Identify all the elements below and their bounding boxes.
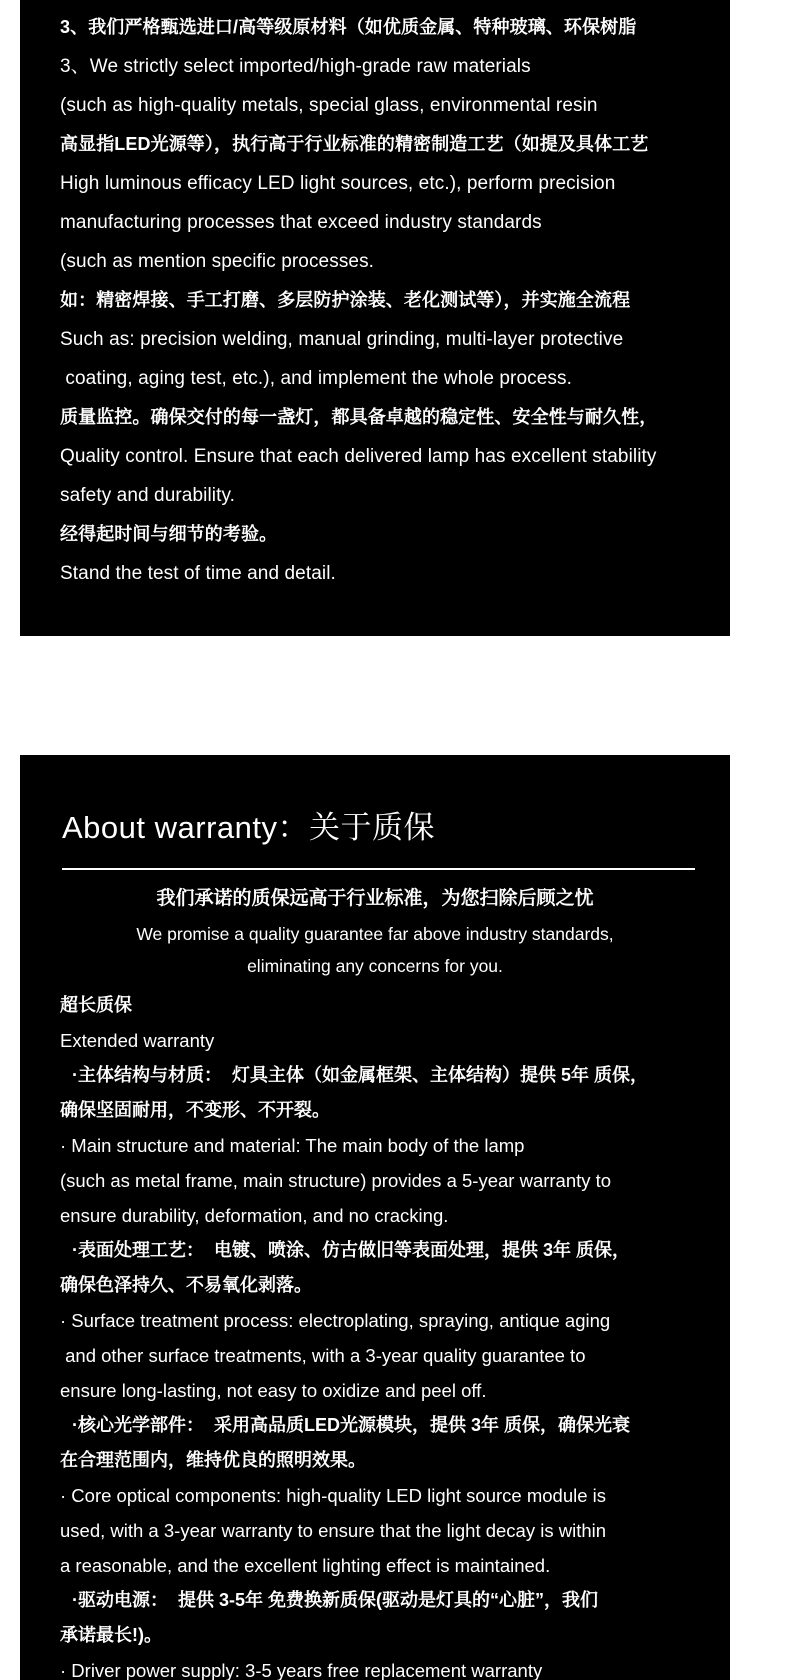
text-line: ·表面处理工艺： 电镀、喷涂、仿古做旧等表面处理，提供 3年 质保， [72,1239,631,1260]
text-line: (such as high-quality metals, special glass, environmental resin [60,95,598,116]
materials-section [20,0,730,636]
text-line: 超长质保 [60,994,132,1015]
text-line: Stand the test of time and detail. [60,563,336,584]
text-line: a reasonable, and the excellent lighting effect is maintained. [60,1554,551,1576]
warranty-promise [20,870,730,982]
text-line: ensure long-lasting, not easy to oxidize and peel off. [60,1379,487,1401]
text-line: used, with a 3-year warranty to ensure that the light decay is within [60,1519,607,1541]
text-line: ·驱动电源： 提供 3-5年 免费换新质保(驱动是灯具的“心脏”，我们 [72,1589,599,1610]
text-line: 高显指LED光源等），执行高于行业标准的精密制造工艺（如提及具体工艺 [60,134,649,154]
text-line: Quality control. Ensure that each delivered lamp has excellent stability [60,446,657,467]
text-line: · Core optical components: high-quality LED light source module is [60,1484,607,1506]
text-line: Such as: precision welding, manual grinding, multi-layer protective [60,329,624,350]
warranty-details [20,982,730,1680]
text-line: and other surface treatments, with a 3-year quality guarantee to [60,1344,586,1366]
text-line: 3、我们严格甄选进口/高等级原材料（如优质金属、特种玻璃、环保树脂 [60,17,637,37]
text-line: · Driver power supply: 3-5 years free replacement warranty [60,1659,543,1680]
text-line: Extended warranty [60,1029,215,1051]
promise-en-line2: eliminating any concerns for you. [247,955,503,976]
text-line: 经得起时间与细节的考验。 [60,524,278,544]
text-line: High luminous efficacy LED light sources, etc.), perform precision [60,173,616,194]
text-line: 确保色泽持久、不易氧化剥落。 [60,1274,312,1295]
page-title: About warranty：关于质保 [62,809,435,845]
text-line: 承诺最长!)。 [60,1624,162,1645]
text-line: 3、We strictly select imported/high-grade raw materials [60,56,531,77]
text-line: · Surface treatment process: electroplating, spraying, antique aging [60,1309,611,1331]
text-line: ·核心光学部件： 采用高品质LED光源模块，提供 3年 质保，确保光衰 [72,1414,631,1435]
text-line: 在合理范围内，维持优良的照明效果。 [60,1449,366,1470]
text-line: · Main structure and material: The main body of the lamp [60,1134,525,1156]
text-line: ensure durability, deformation, and no cracking. [60,1204,449,1226]
promise-en-line1: We promise a quality guarantee far above industry standards, [136,923,614,944]
text-line: 质量监控。确保交付的每一盏灯，都具备卓越的稳定性、安全性与耐久性， [60,407,658,427]
text-line: coating, aging test, etc.), and implement the whole process. [60,368,572,389]
text-line: 如：精密焊接、手工打磨、多层防护涂装、老化测试等），并实施全流程 [60,290,631,310]
text-line: ·主体结构与材质： 灯具主体（如金属框架、主体结构）提供 5年 质保， [72,1064,649,1085]
text-line: manufacturing processes that exceed industry standards [60,212,542,233]
text-line: (such as metal frame, main structure) provides a 5-year warranty to [60,1169,612,1191]
text-line: safety and durability. [60,485,236,506]
promise-cn: 我们承诺的质保远高于行业标准，为您扫除后顾之忧 [156,887,594,909]
text-line: (such as mention specific processes. [60,251,375,272]
warranty-section [20,755,730,1680]
text-line: 确保坚固耐用，不变形、不开裂。 [60,1099,330,1120]
